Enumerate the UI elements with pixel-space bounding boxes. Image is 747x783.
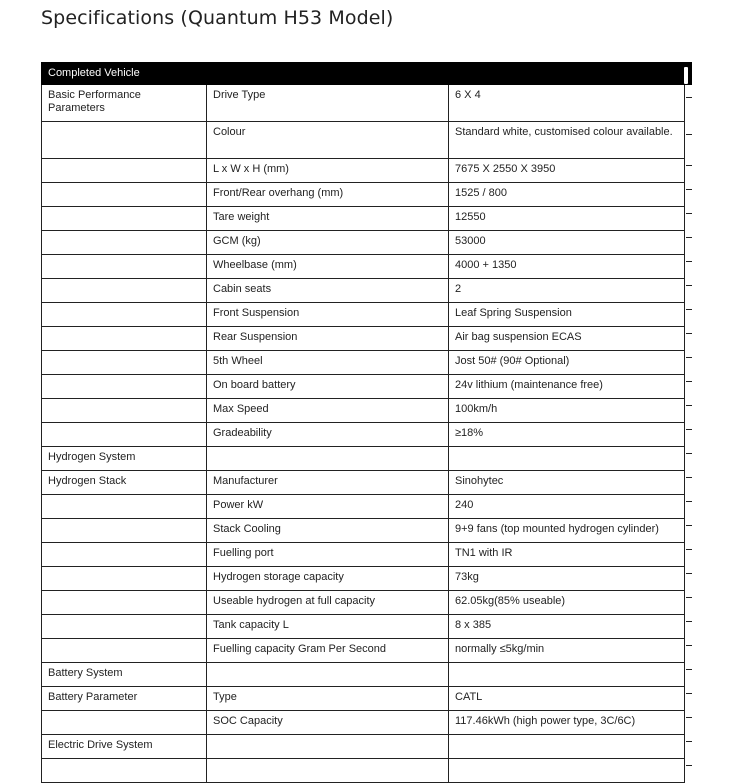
section-header-label: Completed Vehicle <box>48 67 140 79</box>
table-cell-value: TN1 with IR <box>449 543 685 567</box>
table-cell-value: 7675 X 2550 X 3950 <box>449 159 685 183</box>
table-row <box>42 399 685 423</box>
table-cell-param: Drive Type <box>207 85 449 122</box>
margin-tick <box>686 381 692 382</box>
margin-tick <box>686 261 692 262</box>
table-row <box>42 207 685 231</box>
table-cell-value: 53000 <box>449 231 685 255</box>
table-cell-param <box>207 735 449 759</box>
table-row <box>42 759 685 783</box>
table-cell-param: Tank capacity L <box>207 615 449 639</box>
table-cell-param: Power kW <box>207 495 449 519</box>
table-row <box>42 279 685 303</box>
table-row <box>42 735 685 759</box>
table-cell-param <box>207 447 449 471</box>
table-cell-param: Type <box>207 687 449 711</box>
table-cell-value <box>449 663 685 687</box>
margin-tick <box>686 213 692 214</box>
table-row <box>42 543 685 567</box>
table-cell-group <box>42 255 207 279</box>
table-cell-group: Battery System <box>42 663 207 687</box>
table-cell-param <box>207 759 449 783</box>
table-cell-group: Battery Parameter <box>42 687 207 711</box>
margin-tick <box>686 429 692 430</box>
table-row <box>42 519 685 543</box>
table-cell-group <box>42 279 207 303</box>
margin-tick <box>686 501 692 502</box>
table-row <box>42 375 685 399</box>
table-cell-group: Electric Drive System <box>42 735 207 759</box>
margin-tick <box>686 621 692 622</box>
table-cell-group <box>42 711 207 735</box>
table-cell-value: 4000 + 1350 <box>449 255 685 279</box>
margin-tick <box>686 573 692 574</box>
table-cell-value: Standard white, customised colour available. <box>449 122 685 159</box>
table-cell-value: 12550 <box>449 207 685 231</box>
table-row <box>42 231 685 255</box>
page-title: Specifications (Quantum H53 Model) <box>41 7 394 29</box>
specifications-table <box>41 85 685 783</box>
table-cell-value: 100km/h <box>449 399 685 423</box>
table-cell-group: Basic Performance Parameters <box>42 85 207 122</box>
margin-tick <box>686 165 692 166</box>
table-cell-param: Rear Suspension <box>207 327 449 351</box>
table-row <box>42 303 685 327</box>
table-cell-value <box>449 735 685 759</box>
table-row <box>42 255 685 279</box>
table-cell-param: Useable hydrogen at full capacity <box>207 591 449 615</box>
table-cell-param: GCM (kg) <box>207 231 449 255</box>
margin-tick <box>686 717 692 718</box>
table-row <box>42 639 685 663</box>
table-cell-group <box>42 122 207 159</box>
table-cell-param: 5th Wheel <box>207 351 449 375</box>
table-cell-value: 117.46kWh (high power type, 3C/6C) <box>449 711 685 735</box>
margin-tick <box>686 357 692 358</box>
table-cell-group <box>42 639 207 663</box>
margin-tick <box>686 549 692 550</box>
table-row <box>42 495 685 519</box>
table-cell-group <box>42 423 207 447</box>
table-cell-value: 6 X 4 <box>449 85 685 122</box>
table-row <box>42 159 685 183</box>
margin-tick <box>686 405 692 406</box>
table-cell-group <box>42 519 207 543</box>
table-cell-value: 2 <box>449 279 685 303</box>
table-cell-group <box>42 231 207 255</box>
table-cell-value: ≥18% <box>449 423 685 447</box>
table-cell-param: Hydrogen storage capacity <box>207 567 449 591</box>
margin-tick <box>686 597 692 598</box>
table-row <box>42 423 685 447</box>
margin-tick <box>686 97 692 98</box>
table-cell-group <box>42 399 207 423</box>
table-cell-group <box>42 615 207 639</box>
table-cell-value: 240 <box>449 495 685 519</box>
margin-tick <box>686 453 692 454</box>
table-row <box>42 615 685 639</box>
margin-tick <box>686 645 692 646</box>
table-cell-group <box>42 303 207 327</box>
table-row <box>42 122 685 159</box>
margin-tick <box>686 237 692 238</box>
table-cell-value: Air bag suspension ECAS <box>449 327 685 351</box>
table-cell-param: SOC Capacity <box>207 711 449 735</box>
margin-tick <box>686 525 692 526</box>
table-cell-value: Sinohytec <box>449 471 685 495</box>
table-cell-param: Cabin seats <box>207 279 449 303</box>
table-cell-param: Tare weight <box>207 207 449 231</box>
table-row <box>42 687 685 711</box>
table-row <box>42 663 685 687</box>
margin-tick <box>686 189 692 190</box>
table-cell-group <box>42 591 207 615</box>
table-cell-value: 8 x 385 <box>449 615 685 639</box>
margin-tick <box>686 669 692 670</box>
table-cell-group <box>42 759 207 783</box>
table-cell-value: CATL <box>449 687 685 711</box>
table-cell-group: Hydrogen System <box>42 447 207 471</box>
table-row <box>42 327 685 351</box>
table-cell-group <box>42 495 207 519</box>
table-cell-param: Fuelling port <box>207 543 449 567</box>
table-cell-value: 9+9 fans (top mounted hydrogen cylinder) <box>449 519 685 543</box>
margin-tick <box>686 741 692 742</box>
table-cell-param <box>207 663 449 687</box>
table-cell-param: Colour <box>207 122 449 159</box>
table-row <box>42 471 685 495</box>
specifications-table-body <box>42 85 685 783</box>
table-cell-group <box>42 327 207 351</box>
table-cell-group: Hydrogen Stack <box>42 471 207 495</box>
right-margin-tick-column <box>686 92 692 768</box>
table-cell-group <box>42 159 207 183</box>
table-row <box>42 567 685 591</box>
table-cell-param: Stack Cooling <box>207 519 449 543</box>
margin-tick <box>686 309 692 310</box>
margin-tick <box>686 477 692 478</box>
table-cell-group <box>42 567 207 591</box>
table-cell-param: Max Speed <box>207 399 449 423</box>
table-cell-value: Leaf Spring Suspension <box>449 303 685 327</box>
table-cell-value <box>449 447 685 471</box>
table-row <box>42 183 685 207</box>
table-cell-value <box>449 759 685 783</box>
table-cell-param: Fuelling capacity Gram Per Second <box>207 639 449 663</box>
table-cell-group <box>42 543 207 567</box>
table-row <box>42 85 685 122</box>
table-cell-value: 1525 / 800 <box>449 183 685 207</box>
table-row <box>42 351 685 375</box>
table-cell-param: Front Suspension <box>207 303 449 327</box>
table-cell-value: 73kg <box>449 567 685 591</box>
table-row <box>42 591 685 615</box>
margin-tick <box>686 765 692 766</box>
table-cell-group <box>42 183 207 207</box>
table-cell-param: Manufacturer <box>207 471 449 495</box>
table-cell-value: 24v lithium (maintenance free) <box>449 375 685 399</box>
table-cell-value: Jost 50# (90# Optional) <box>449 351 685 375</box>
table-row <box>42 711 685 735</box>
table-cell-param: Gradeability <box>207 423 449 447</box>
table-cell-param: Wheelbase (mm) <box>207 255 449 279</box>
section-header-completed-vehicle <box>41 62 692 85</box>
margin-tick <box>686 134 692 135</box>
table-row <box>42 447 685 471</box>
table-cell-param: On board battery <box>207 375 449 399</box>
margin-tick <box>686 285 692 286</box>
table-cell-value: 62.05kg(85% useable) <box>449 591 685 615</box>
scroll-marker-icon <box>684 67 688 84</box>
table-cell-value: normally ≤5kg/min <box>449 639 685 663</box>
table-cell-group <box>42 351 207 375</box>
table-cell-group <box>42 207 207 231</box>
table-cell-param: Front/Rear overhang (mm) <box>207 183 449 207</box>
table-cell-group <box>42 375 207 399</box>
margin-tick <box>686 333 692 334</box>
table-cell-param: L x W x H (mm) <box>207 159 449 183</box>
margin-tick <box>686 693 692 694</box>
